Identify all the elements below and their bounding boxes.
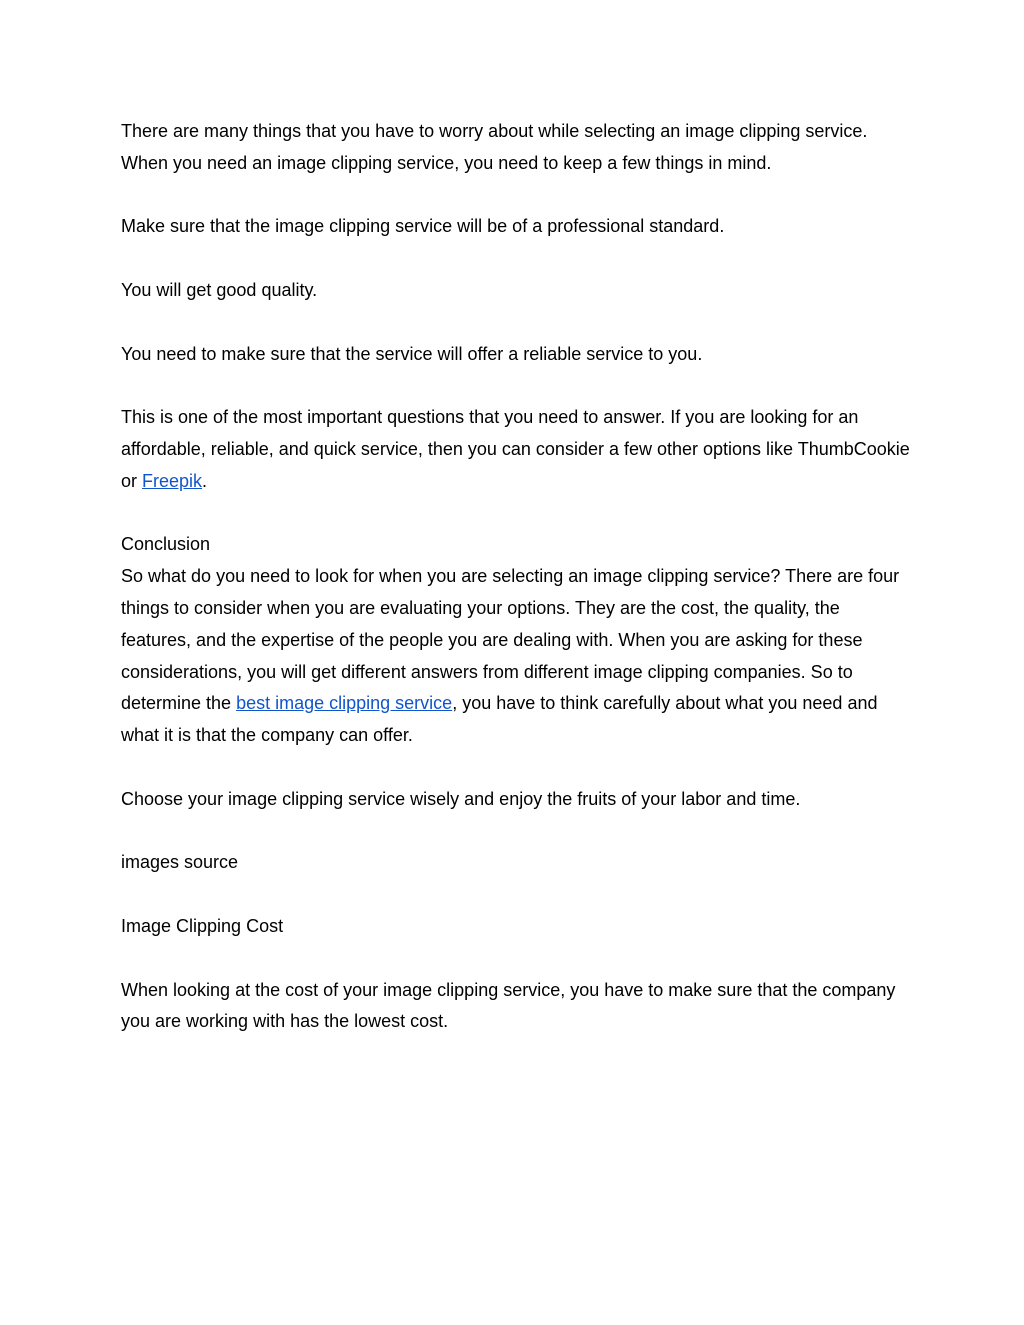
paragraph-images-source: images source	[121, 852, 239, 873]
paragraph-choose-wisely: Choose your image clipping service wisely and enjoy the fruits of your labor and time.	[121, 788, 801, 809]
paragraph-conclusion-text: So what do you need to look for when you are selecting an image clipping service? There are four things to consider when you are evaluating your options. They are the cost, the quality, the features, and the expertise of the people you are dealing with. When you are asking for these considerations, you will get different answers from different image clipping companies. So to determine the	[121, 566, 900, 714]
best-image-clipping-service-link[interactable]: best image clipping service	[236, 693, 453, 714]
paragraph-intro: There are many things that you have to worry about while selecting an image clipping service. When you need an image clipping service, you need to keep a few things in mind.	[121, 121, 868, 173]
paragraph-good-quality: You will get good quality.	[121, 279, 318, 300]
paragraph-options-text: This is one of the most important questions that you need to answer. If you are looking for an affordable, reliable, and quick service, then you can consider a few other options like ThumbCookie or	[121, 407, 910, 491]
paragraph-conclusion-end: , you have to think carefully about what you need and what it is that the company can offer.	[121, 693, 878, 746]
paragraph-cost: When looking at the cost of your image clipping service, you have to make sure that the company you are working with has the lowest cost.	[121, 979, 896, 1032]
freepik-link[interactable]: Freepik	[142, 470, 203, 491]
paragraph-options-end: .	[202, 470, 208, 491]
document-body	[121, 116, 911, 1070]
paragraph-options	[121, 402, 911, 497]
paragraph-reliable-service: You need to make sure that the service will offer a reliable service to you.	[121, 343, 703, 364]
section-heading-image-clipping-cost: Image Clipping Cost	[121, 915, 284, 936]
conclusion-heading: Conclusion	[121, 534, 211, 555]
paragraph-conclusion	[121, 561, 911, 752]
paragraph-professional-standard: Make sure that the image clipping service will be of a professional standard.	[121, 216, 725, 237]
